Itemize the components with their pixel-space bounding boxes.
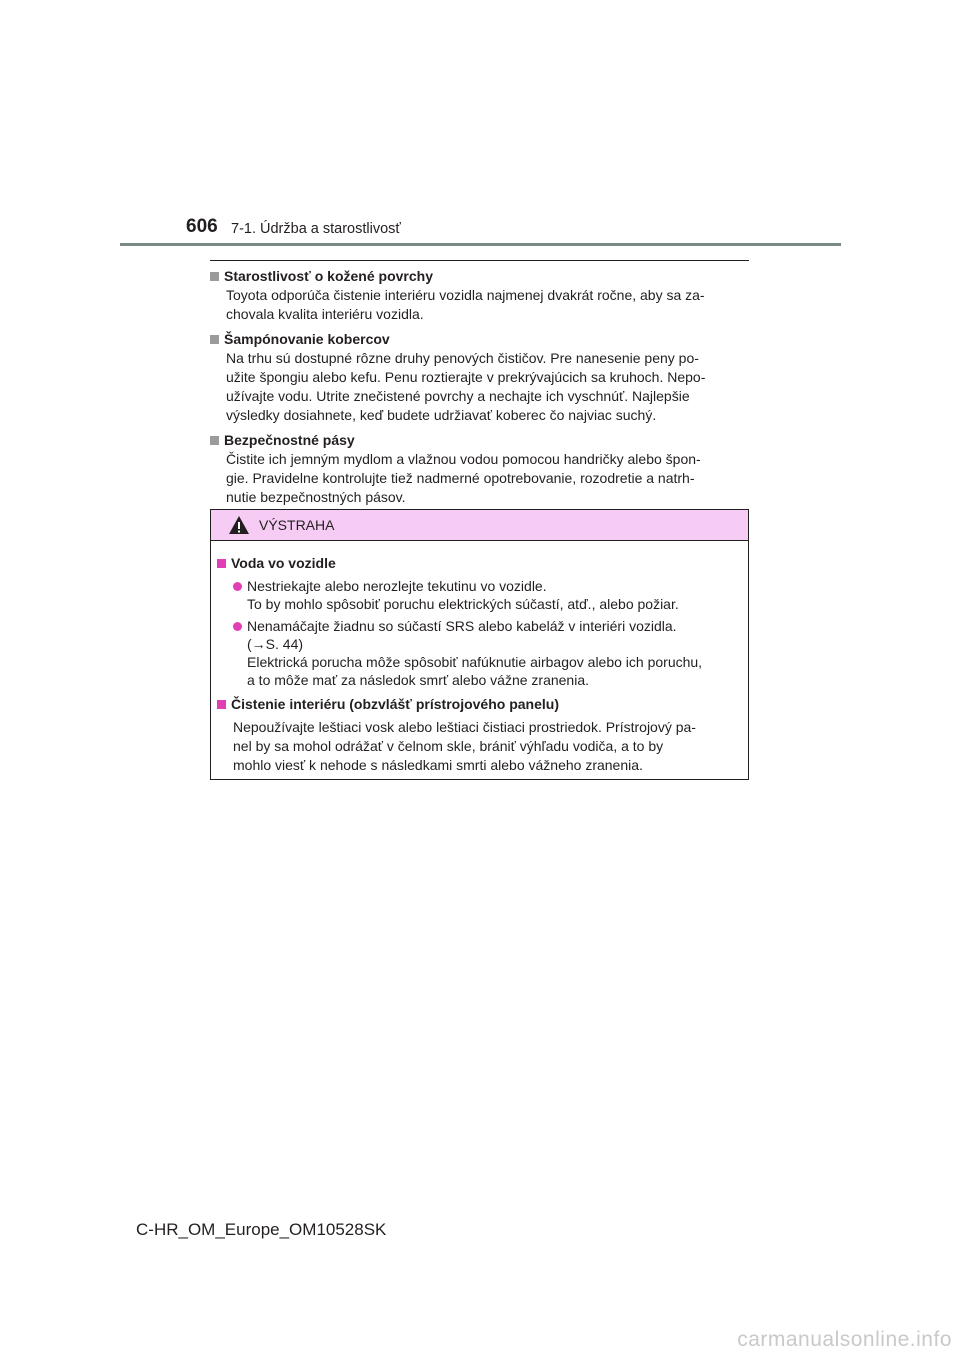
square-bullet-icon [217, 559, 226, 568]
round-bullet-icon [233, 582, 242, 591]
section-seat-belts [210, 430, 746, 507]
warning-section-dashboard [217, 694, 742, 775]
square-bullet-icon [210, 436, 219, 445]
section-body: Čistite ich jemným mydlom a vlažnou vodou pomocou handričky alebo špon- gie. Pravidelne kontrolujte tiež nadmerné opotrebovanie, rozodretie a natrh- nutie bezpečnostných pásov. [226, 451, 701, 505]
square-bullet-icon [217, 700, 226, 709]
warning-section-water [217, 553, 742, 689]
header-rule [120, 243, 841, 246]
content-top-rule [210, 260, 749, 261]
content [210, 266, 746, 512]
warning-section-heading: Čistenie interiéru (obzvlášť prístrojového panelu) [231, 696, 559, 712]
warning-section-heading: Voda vo vozidle [231, 555, 336, 571]
section-title: 7-1. Údržba a starostlivosť [231, 221, 401, 237]
round-bullet-icon [233, 622, 242, 631]
square-bullet-icon [210, 272, 219, 281]
warning-label: VÝSTRAHA [259, 517, 335, 533]
section-heading: Bezpečnostné pásy [224, 432, 355, 448]
list-item: Nestriekajte alebo nerozlejte tekutinu vo vozidle. To by mohlo spôsobiť poruchu elektrických súčastí, atď., alebo požiar. [233, 577, 742, 613]
warning-triangle-icon [228, 515, 250, 535]
warning-box [210, 509, 749, 780]
section-carpet-shampoo [210, 329, 746, 425]
warning-body [211, 541, 748, 775]
warning-section-body: Nepoužívajte leštiaci vosk alebo leštiaci čistiaci prostriedok. Prístrojový pa- nel by sa mohol odrážať v čelnom skle, brániť výhľadu vodiča, a to by mohlo viesť k nehode s následkami smrti alebo vážneho zranenia. [233, 719, 696, 773]
section-leather-care [210, 266, 746, 324]
list-item: Nenamáčajte žiadnu so súčastí SRS alebo kabeláž v interiéri vozidla. (→S. 44) Elektrická porucha môže spôsobiť nafúknutie airbagov alebo ich poruchu, a to môže mať za následok smrť alebo vážne zranenia. [233, 617, 742, 689]
section-body: Na trhu sú dostupné rôzne druhy penových čističov. Pre nanesenie peny po- užite špongiu alebo kefu. Penu roztierajte v prekrývajúcich sa kruhoch. Nepo- užívajte vodu. Utrite znečistené povrchy a nechajte ich vyschnúť. Najlepšie výsledky dosiahnete, keď budete udržiavať koberec čo najviac suchý. [226, 350, 706, 423]
page-number: 606 [186, 216, 218, 237]
watermark: carmanualsonline.info [737, 1328, 952, 1351]
section-heading: Starostlivosť o kožené povrchy [224, 268, 433, 284]
warning-header [211, 510, 748, 541]
document-code: C-HR_OM_Europe_OM10528SK [136, 1220, 387, 1239]
section-heading: Šampónovanie kobercov [224, 331, 390, 347]
square-bullet-icon [210, 335, 219, 344]
section-body: Toyota odporúča čistenie interiéru vozidla najmenej dvakrát ročne, aby sa za- chovala kvalita interiéru vozidla. [226, 287, 705, 322]
